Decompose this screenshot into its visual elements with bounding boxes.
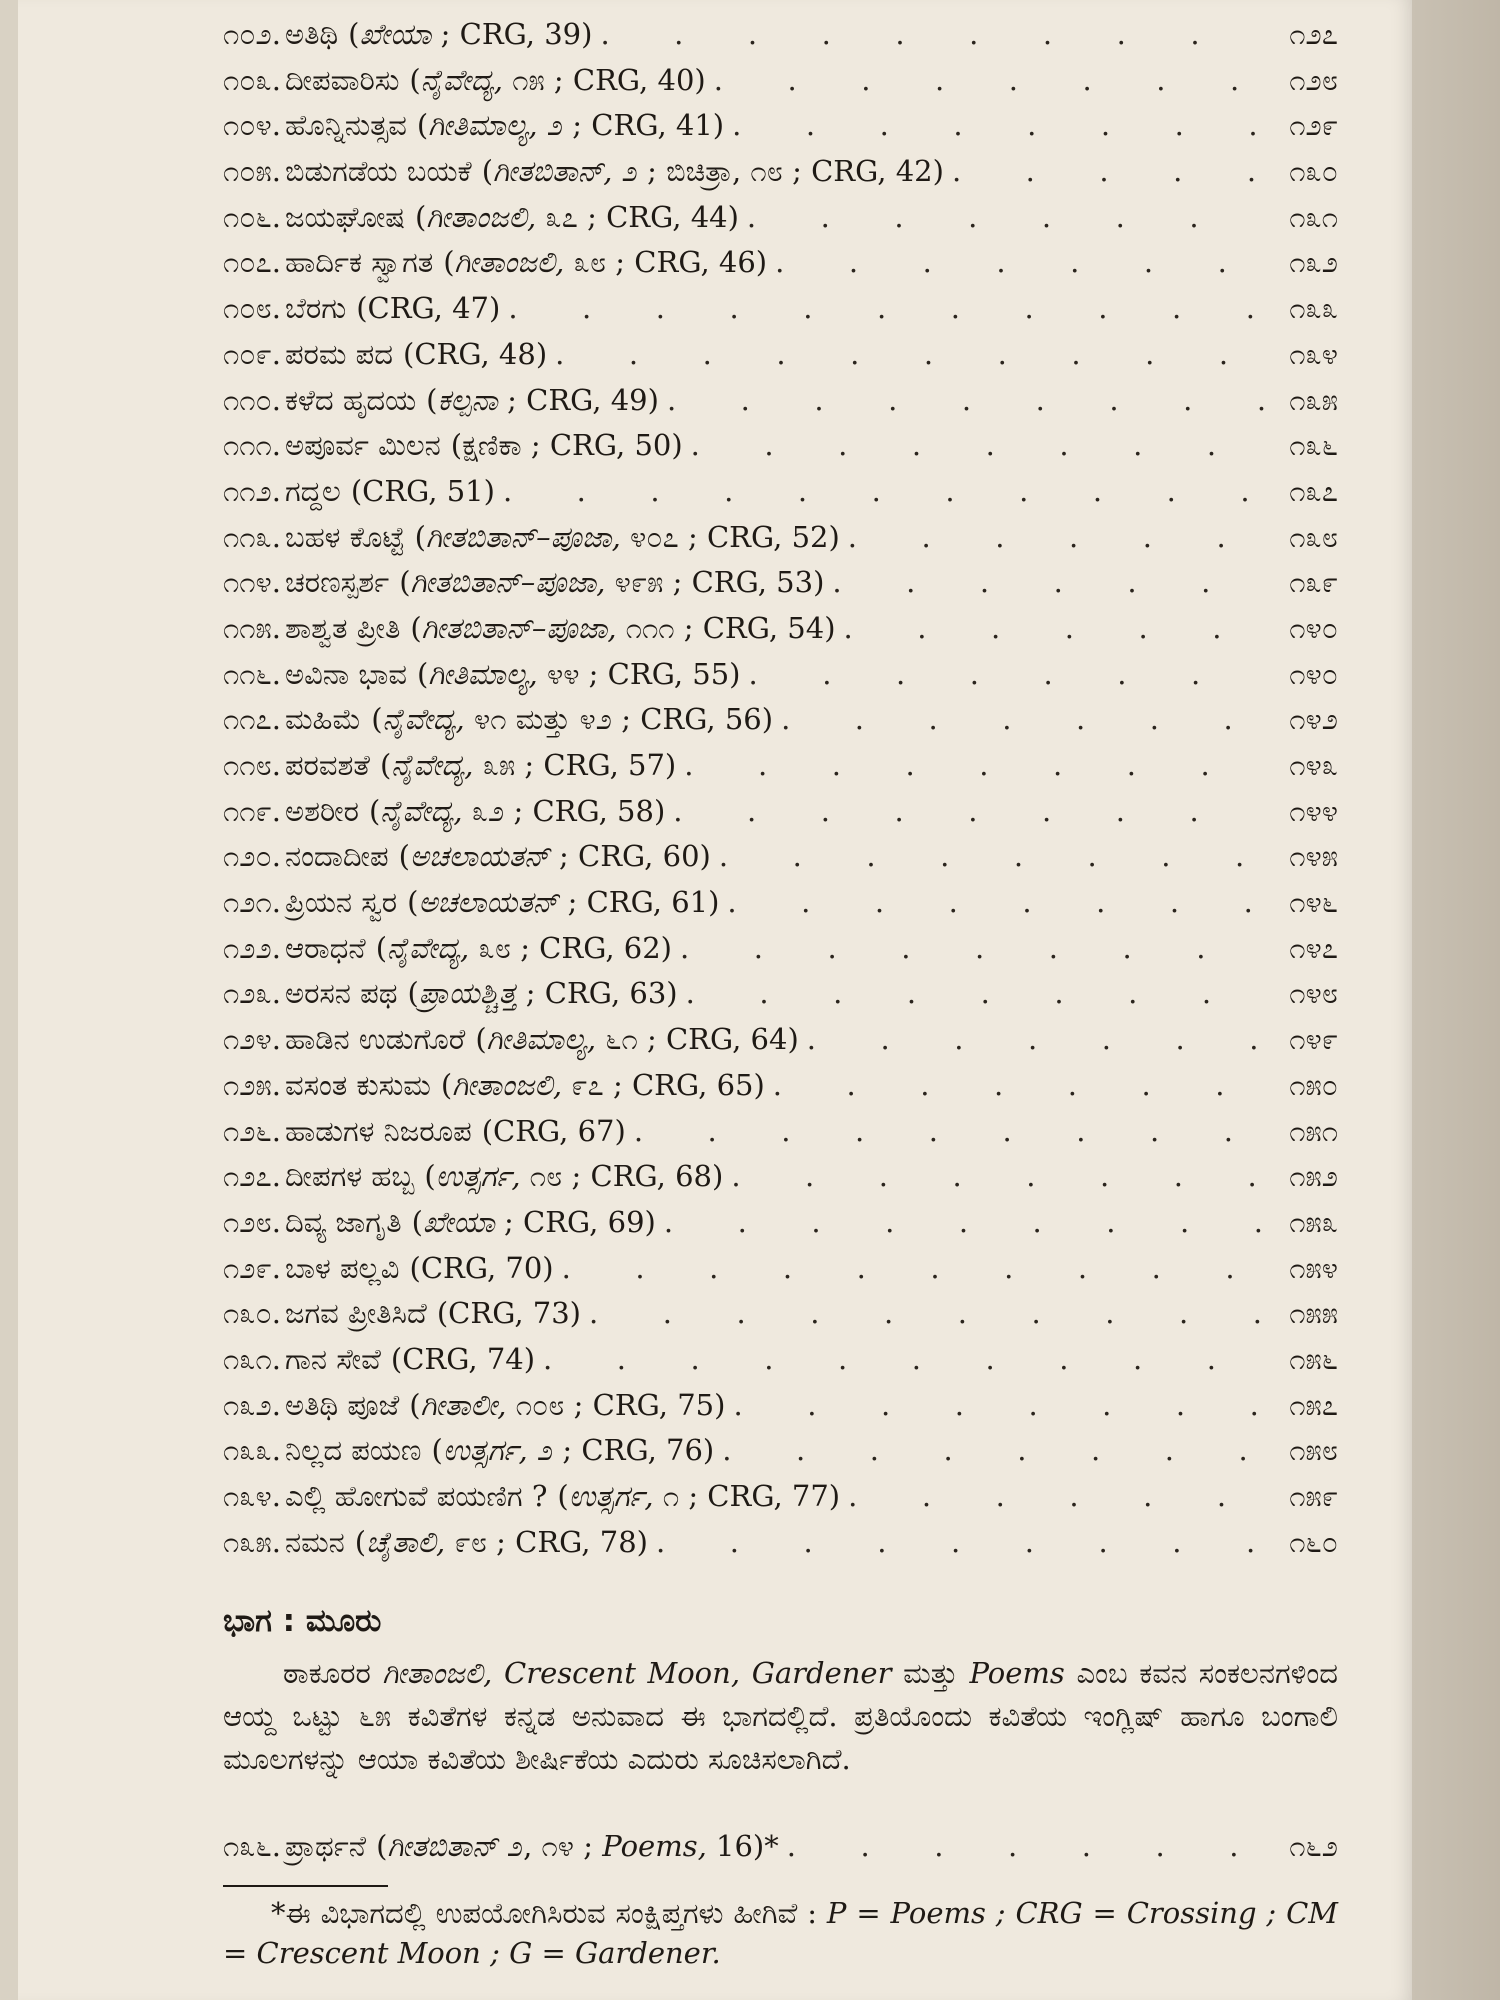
entry-source: (CRG, 74) bbox=[390, 1341, 536, 1376]
entry-number: ೧೦೫. bbox=[223, 154, 281, 189]
entry-page-number: ೧೬೦ bbox=[1289, 1524, 1338, 1559]
entry-source: (ಗೀತಿಮಾಲ್ಯ, ೬೧ ; CRG, 64) bbox=[475, 1022, 799, 1057]
entry-page-number: ೧೫೫ bbox=[1289, 1296, 1338, 1331]
entry-number: ೧೨೩. bbox=[223, 976, 281, 1011]
entry-title: ನಮನ bbox=[284, 1524, 345, 1559]
entry-source: (CRG, 47) bbox=[356, 291, 501, 326]
leader-dots bbox=[691, 423, 1264, 469]
entry-source: (ಉತ್ಸರ್ಗ, ೨ ; CRG, 76) bbox=[431, 1433, 715, 1468]
section-intro bbox=[223, 1652, 1338, 1781]
toc-entry bbox=[223, 1291, 1338, 1337]
entry-number: ೧೦೭. bbox=[223, 245, 281, 280]
entry-number: ೧೨೨. bbox=[223, 930, 281, 965]
entry-title: ಜಯಘೋಷ bbox=[284, 199, 406, 234]
leader-dots bbox=[748, 652, 1264, 698]
entry-title: ದಿವ್ಯ ಜಾಗೃತಿ bbox=[284, 1204, 402, 1239]
entry-source: (CRG, 67) bbox=[481, 1113, 626, 1148]
leader-dots bbox=[686, 971, 1264, 1017]
leader-dots bbox=[656, 1520, 1264, 1566]
toc-entry bbox=[223, 286, 1338, 332]
entry-title: ಕಳೆದ ಹೃದಯ bbox=[284, 382, 417, 417]
entry-page-number: ೧೩೨ bbox=[1289, 245, 1338, 280]
entry-number: ೧೩೩. bbox=[223, 1433, 281, 1468]
entry-number: ೧೨೪. bbox=[223, 1022, 281, 1057]
leader-dots bbox=[731, 1154, 1264, 1200]
entry-page-number: ೧೪೫ bbox=[1289, 839, 1338, 874]
entry-page-number: ೧೨೭ bbox=[1289, 17, 1338, 51]
footnote-rule bbox=[223, 1885, 388, 1887]
leader-dots bbox=[952, 149, 1264, 195]
entry-page-number: ೧೨೯ bbox=[1289, 108, 1338, 143]
entry-page-number: ೧೫೭ bbox=[1289, 1387, 1338, 1422]
entry-title: ಬಿಡುಗಡೆಯ ಬಯಕೆ bbox=[284, 154, 472, 189]
entry-source: (ಕಲ್ಪನಾ ; CRG, 49) bbox=[426, 382, 659, 417]
entry-title: ಜಗವ ಪ್ರೀತಿಸಿದೆ bbox=[284, 1296, 427, 1331]
entry-number: ೧೩೦. bbox=[223, 1296, 281, 1331]
entry-source: (ಉತ್ಸರ್ಗ, ೧೮ ; CRG, 68) bbox=[424, 1159, 724, 1194]
entry-title: ಹಾರ್ದಿಕ ಸ್ವಾಗತ bbox=[284, 245, 434, 280]
entry-title: ಪರವಶತೆ bbox=[284, 748, 370, 782]
leader-dots bbox=[732, 103, 1264, 149]
leader-dots bbox=[773, 1063, 1264, 1109]
leader-dots bbox=[848, 515, 1264, 561]
entry-number: ೧೩೫. bbox=[223, 1524, 281, 1559]
leader-dots bbox=[832, 560, 1264, 606]
entry-page-number: ೧೩೭ bbox=[1289, 473, 1338, 508]
entry-source: (ಉತ್ಸರ್ಗ, ೧ ; CRG, 77) bbox=[557, 1479, 841, 1513]
toc-list bbox=[223, 12, 1338, 1565]
entry-page-number: ೧೫೬ bbox=[1289, 1341, 1338, 1376]
entry-source: (CRG, 48) bbox=[403, 336, 548, 371]
entry-page-number: ೧೪೭ bbox=[1289, 930, 1338, 965]
entry-source: (ಗೀತಾಲೀ, ೧೦೮ ; CRG, 75) bbox=[409, 1387, 726, 1422]
entry-page-number: ೧೩೪ bbox=[1289, 336, 1338, 371]
toc-entry bbox=[223, 1109, 1338, 1155]
entry-source: (ನೈವೇದ್ಯ, ೩೨ ; CRG, 58) bbox=[368, 793, 666, 828]
entry-page-number: ೧೪೨ bbox=[1289, 702, 1338, 737]
entry-source: (ಗೀತಾಂಜಲಿ, ೩೮ ; CRG, 46) bbox=[443, 245, 768, 280]
entry-source: (CRG, 70) bbox=[409, 1250, 554, 1285]
toc-entry-136: ೧೩೬. ಪ್ರಾರ್ಥನೆ (ಗೀತಬಿತಾನ್ ೨, ೧೪ ; Poems, 16)* . ೧೬೨ bbox=[223, 1824, 1338, 1870]
entry-title: ಅತಿಥಿ ಪೂಜೆ bbox=[284, 1387, 400, 1422]
leader-dots bbox=[727, 880, 1264, 926]
entry-page-number: ೧೫೨ bbox=[1289, 1159, 1338, 1194]
entry-page-number: ೧೩೫ bbox=[1289, 382, 1338, 417]
entry-title: ಹೊನ್ನಿನುತ್ಸವ bbox=[284, 108, 407, 143]
leader-dots bbox=[733, 1383, 1264, 1429]
toc-entry bbox=[223, 195, 1338, 241]
entry-page-number: ೧೪೦ bbox=[1289, 610, 1338, 645]
footnote: *ಈ ವಿಭಾಗದಲ್ಲಿ ಉಪಯೋಗಿಸಿರುವ ಸಂಕ್ಷಿಪ್ತಗಳು ಹೀಗಿವೆ : P = Poems ; CRG = Crossing ; CM = Crescent Moon ; G = Gardener. bbox=[223, 1896, 1338, 1970]
entry-page-number: ೧೫೯ bbox=[1289, 1479, 1338, 1513]
toc-entry bbox=[223, 1063, 1338, 1109]
leader-dots bbox=[807, 1017, 1264, 1063]
book-page bbox=[18, 0, 1412, 2000]
toc-entry bbox=[223, 58, 1338, 104]
entry-number: ೧೨೭. bbox=[223, 1159, 281, 1194]
entry-title: ಮಹಿಮೆ bbox=[284, 702, 362, 737]
entry-number: ೧೨೦. bbox=[223, 839, 281, 874]
entry-number: ೧೩೪. bbox=[223, 1479, 281, 1513]
toc-entry bbox=[223, 378, 1338, 424]
toc-entry bbox=[223, 606, 1338, 652]
toc-entry bbox=[223, 1337, 1338, 1383]
entry-title: ಎಲ್ಲಿ ಹೋಗುವೆ ಪಯಣಿಗ ? bbox=[284, 1479, 548, 1513]
leader-dots bbox=[844, 606, 1264, 652]
entry-source: (CRG, 51) bbox=[350, 473, 495, 508]
entry-source: (ಅಚಲಾಯತನ್ ; CRG, 60) bbox=[398, 839, 711, 874]
leader-dots bbox=[589, 1291, 1264, 1337]
entry-number: ೧೦೬. bbox=[223, 199, 281, 234]
leader-dots bbox=[600, 12, 1264, 58]
entry-number: ೧೩೨. bbox=[223, 1387, 281, 1422]
leader-dots bbox=[667, 378, 1264, 424]
entry-title: ದೀಪಗಳ ಹಬ್ಬ bbox=[284, 1159, 415, 1194]
entry-page-number: ೧೫೮ bbox=[1289, 1433, 1338, 1468]
entry-number: ೧೨೬. bbox=[223, 1113, 281, 1148]
leader-dots bbox=[747, 195, 1264, 241]
entry-source: (ಗೀತಾಂಜಲಿ, ೩೭ ; CRG, 44) bbox=[415, 199, 739, 234]
entry-number: ೧೧೮. bbox=[223, 748, 281, 782]
entry-source: (ಗೀತಿಮಾಲ್ಯ, ೨ ; CRG, 41) bbox=[416, 108, 725, 143]
entry-title: ವಸಂತ ಕುಸುಮ bbox=[284, 1067, 431, 1102]
toc-entry bbox=[223, 1383, 1338, 1429]
page-edge-shadow bbox=[1412, 0, 1500, 2000]
leader-dots bbox=[555, 332, 1264, 378]
entry-title: ಆರಾಧನೆ bbox=[284, 930, 366, 965]
entry-title: ಹಾಡಿನ ಉಡುಗೊರೆ bbox=[284, 1022, 466, 1057]
entry-page-number: ೧೨೮ bbox=[1289, 62, 1338, 97]
toc-entry bbox=[223, 789, 1338, 835]
entry-page-number: ೧೪೮ bbox=[1289, 976, 1338, 1011]
entry-number: ೧೧೯. bbox=[223, 793, 281, 828]
entry-source: (ಅಚಲಾಯತನ್ ; CRG, 61) bbox=[407, 885, 720, 920]
entry-number: ೧೨೧. bbox=[223, 885, 281, 920]
toc-entry bbox=[223, 1246, 1338, 1292]
leader-dots bbox=[508, 286, 1264, 332]
toc-entry bbox=[223, 332, 1338, 378]
entry-source: (ಗೀತಬಿತಾನ್–ಪೂಜಾ, ೪೯೫ ; CRG, 53) bbox=[399, 565, 825, 600]
leader-dots bbox=[680, 926, 1264, 972]
entry-page-number: ೧೩೮ bbox=[1289, 519, 1338, 554]
leader-dots bbox=[722, 1428, 1264, 1474]
entry-title: ಚರಣಸ್ಪರ್ಶ bbox=[284, 565, 390, 600]
intro-paragraph: ಠಾಕೂರರ ಗೀತಾಂಜಲಿ, Crescent Moon, Gardener ಮತ್ತು Poems ಎಂಬ ಕವನ ಸಂಕಲನಗಳಿಂದ ಆಯ್ದ ಒಟ್ಟು ೬೫ ಕವಿತೆಗಳ ಕನ್ನಡ ಅನುವಾದ ಈ ಭಾಗದಲ್ಲಿದೆ. ಪ್ರತಿಯೊಂದು ಕವಿತೆಯ ಇಂಗ್ಲಿಷ್ ಹಾಗೂ ಬಂಗಾಲಿ ಮೂಲಗಳನ್ನು ಆಯಾ ಕವಿತೆಯ ಶೀರ್ಷಿಕೆಯ ಎದುರು ಸೂಚಿಸಲಾಗಿದೆ. bbox=[223, 1656, 1339, 1776]
section-heading: ಭಾಗ : ಮೂರು bbox=[223, 1603, 382, 1639]
entry-title: ಅವಿನಾ ಭಾವ bbox=[284, 656, 408, 691]
toc-entry bbox=[223, 697, 1338, 743]
toc-entry bbox=[223, 469, 1338, 515]
leader-dots bbox=[503, 469, 1264, 515]
entry-title: ಗಾನ ಸೇವೆ bbox=[284, 1341, 381, 1376]
toc-entry bbox=[223, 1154, 1338, 1200]
entry-title: ಗದ್ದಲ bbox=[284, 473, 341, 508]
entry-number: ೧೧೪. bbox=[223, 565, 281, 600]
toc-entry bbox=[223, 834, 1338, 880]
leader-dots bbox=[664, 1200, 1264, 1246]
entry-source: (ಗೀತಬಿತಾನ್–ಪೂಜಾ, ೪೦೭ ; CRG, 52) bbox=[414, 519, 840, 554]
entry-page-number: ೧೩೦ bbox=[1289, 154, 1338, 189]
entry-source: (ಚೈತಾಲಿ, ೯೮ ; CRG, 78) bbox=[354, 1524, 648, 1559]
entry-number: ೧೨೫. bbox=[223, 1067, 281, 1102]
toc-entry bbox=[223, 1428, 1338, 1474]
entry-source: (ಖೇಯಾ ; CRG, 69) bbox=[411, 1204, 656, 1239]
entry-title: ಅತಿಥಿ bbox=[284, 17, 339, 51]
entry-number: ೧೦೨. bbox=[223, 17, 281, 51]
toc-entry bbox=[223, 149, 1338, 195]
entry-source: (ನೈವೇದ್ಯ, ೪೧ ಮತ್ತು ೪೨ ; CRG, 56) bbox=[371, 702, 774, 737]
entry-title: ಬಾಳ ಪಲ್ಲವಿ bbox=[284, 1250, 400, 1285]
entry-source: (ನೈವೇದ್ಯ, ೧೫ ; CRG, 40) bbox=[409, 62, 706, 97]
entry-page-number: ೧೩೩ bbox=[1289, 291, 1338, 326]
leader-dots bbox=[673, 789, 1264, 835]
entry-source: (ಗೀತಬಿತಾನ್–ಪೂಜಾ, ೧೧೧ ; CRG, 54) bbox=[410, 610, 836, 645]
toc-entry bbox=[223, 926, 1338, 972]
entry-page-number: ೧೫೧ bbox=[1289, 1113, 1338, 1148]
toc-entry bbox=[223, 1200, 1338, 1246]
entry-page-number: ೧೫೦ bbox=[1289, 1067, 1338, 1102]
toc-entry bbox=[223, 423, 1338, 469]
toc-entry bbox=[223, 1474, 1338, 1520]
entry-number: ೧೨೮. bbox=[223, 1204, 281, 1239]
entry-number: ೧೦೪. bbox=[223, 108, 281, 143]
toc-entry bbox=[223, 971, 1338, 1017]
entry-number: ೧೧೩. bbox=[223, 519, 281, 554]
entry-source: (ನೈವೇದ್ಯ, ೩೮ ; CRG, 62) bbox=[375, 930, 672, 965]
toc-entry bbox=[223, 1520, 1338, 1566]
entry-page-number: ೧೪೬ bbox=[1289, 885, 1338, 920]
entry-page-number: ೧೩೧ bbox=[1289, 199, 1338, 234]
entry-title: ಅರಸನ ಪಥ bbox=[284, 976, 398, 1011]
entry-title: ಪ್ರಿಯನ ಸ್ವರ bbox=[284, 885, 398, 920]
entry-number: ೧೦೩. bbox=[223, 62, 281, 97]
entry-source: (ಗೀತಾಂಜಲಿ, ೯೭ ; CRG, 65) bbox=[440, 1067, 765, 1102]
entry-number: ೧೧೦. bbox=[223, 382, 281, 417]
leader-dots bbox=[781, 697, 1264, 743]
entry-number: ೧೩೧. bbox=[223, 1341, 281, 1376]
entry-number: ೧೧೨. bbox=[223, 473, 281, 508]
leader-dots bbox=[848, 1474, 1264, 1520]
entry-source: (ಗೀತಿಮಾಲ್ಯ, ೪೪ ; CRG, 55) bbox=[417, 656, 741, 691]
entry-title: ಅಪೂರ್ವ ಮಿಲನ bbox=[284, 428, 441, 463]
toc-entry bbox=[223, 103, 1338, 149]
entry-title: ಪರಮ ಪದ bbox=[284, 336, 394, 371]
entry-number: ೧೦೯. bbox=[223, 336, 281, 371]
toc-entry bbox=[223, 743, 1338, 789]
leader-dots bbox=[543, 1337, 1264, 1383]
entry-source: (CRG, 73) bbox=[436, 1296, 581, 1331]
entry-source: (ನೈವೇದ್ಯ, ೩೫ ; CRG, 57) bbox=[379, 748, 677, 782]
leader-dots bbox=[562, 1246, 1264, 1292]
toc-entry bbox=[223, 240, 1338, 286]
entry-page-number: ೧೪೦ bbox=[1289, 656, 1338, 691]
entry-number: ೧೧೭. bbox=[223, 702, 281, 737]
entry-source: (ಪ್ರಾಯಶ್ಚಿತ್ತ ; CRG, 63) bbox=[407, 976, 678, 1011]
entry-number: ೧೧೧. bbox=[223, 428, 281, 463]
entry-page-number: ೧೩೬ bbox=[1289, 428, 1338, 463]
entry-page-number: ೧೪೯ bbox=[1289, 1022, 1338, 1057]
toc-entry bbox=[223, 652, 1338, 698]
entry-number: ೧೨೯. bbox=[223, 1250, 281, 1285]
toc-entry bbox=[223, 560, 1338, 606]
leader-dots bbox=[684, 743, 1264, 789]
entry-title: ಶಾಶ್ವತ ಪ್ರೀತಿ bbox=[284, 610, 401, 645]
entry-number: ೧೧೫. bbox=[223, 610, 281, 645]
entry-title: ನಂದಾದೀಪ bbox=[284, 839, 389, 874]
toc-entry bbox=[223, 12, 1338, 58]
entry-page-number: ೧೫೪ bbox=[1289, 1250, 1338, 1285]
entry-title: ದೀಪವಾರಿಸು bbox=[284, 62, 400, 97]
leader-dots bbox=[634, 1109, 1264, 1155]
entry-title: ನಿಲ್ಲದ ಪಯಣ bbox=[284, 1433, 422, 1468]
entry-number: ೧೧೬. bbox=[223, 656, 281, 691]
entry-number: ೧೦೮. bbox=[223, 291, 281, 326]
toc-entry bbox=[223, 1017, 1338, 1063]
entry-page-number: ೧೫೩ bbox=[1289, 1204, 1338, 1239]
leader-dots bbox=[714, 58, 1264, 104]
entry-source: (ಖೇಯಾ ; CRG, 39) bbox=[348, 17, 593, 51]
leader-dots bbox=[787, 1824, 1264, 1870]
entry-title: ಅಶರೀರ bbox=[284, 793, 359, 828]
toc-entry bbox=[223, 515, 1338, 561]
entry-page-number: ೧೪೩ bbox=[1289, 748, 1338, 782]
entry-source: (ಗೀತಬಿತಾನ್, ೨ ; ಬಿಚಿತ್ರಾ, ೧೮ ; CRG, 42) bbox=[481, 154, 944, 189]
entry-title: ಬೆರಗು bbox=[284, 291, 347, 326]
entry-source: (ಕ್ಷಣಿಕಾ ; CRG, 50) bbox=[450, 428, 683, 463]
entry-page-number: ೧೩೯ bbox=[1289, 565, 1338, 600]
toc-entry bbox=[223, 880, 1338, 926]
entry-title: ಹಾಡುಗಳ ನಿಜರೂಪ bbox=[284, 1113, 472, 1148]
entry-title: ಬಹಳ ಕೊಟ್ಟೆ bbox=[284, 519, 405, 554]
leader-dots bbox=[775, 240, 1264, 286]
leader-dots bbox=[719, 834, 1264, 880]
entry-page-number: ೧೪೪ bbox=[1289, 793, 1338, 828]
